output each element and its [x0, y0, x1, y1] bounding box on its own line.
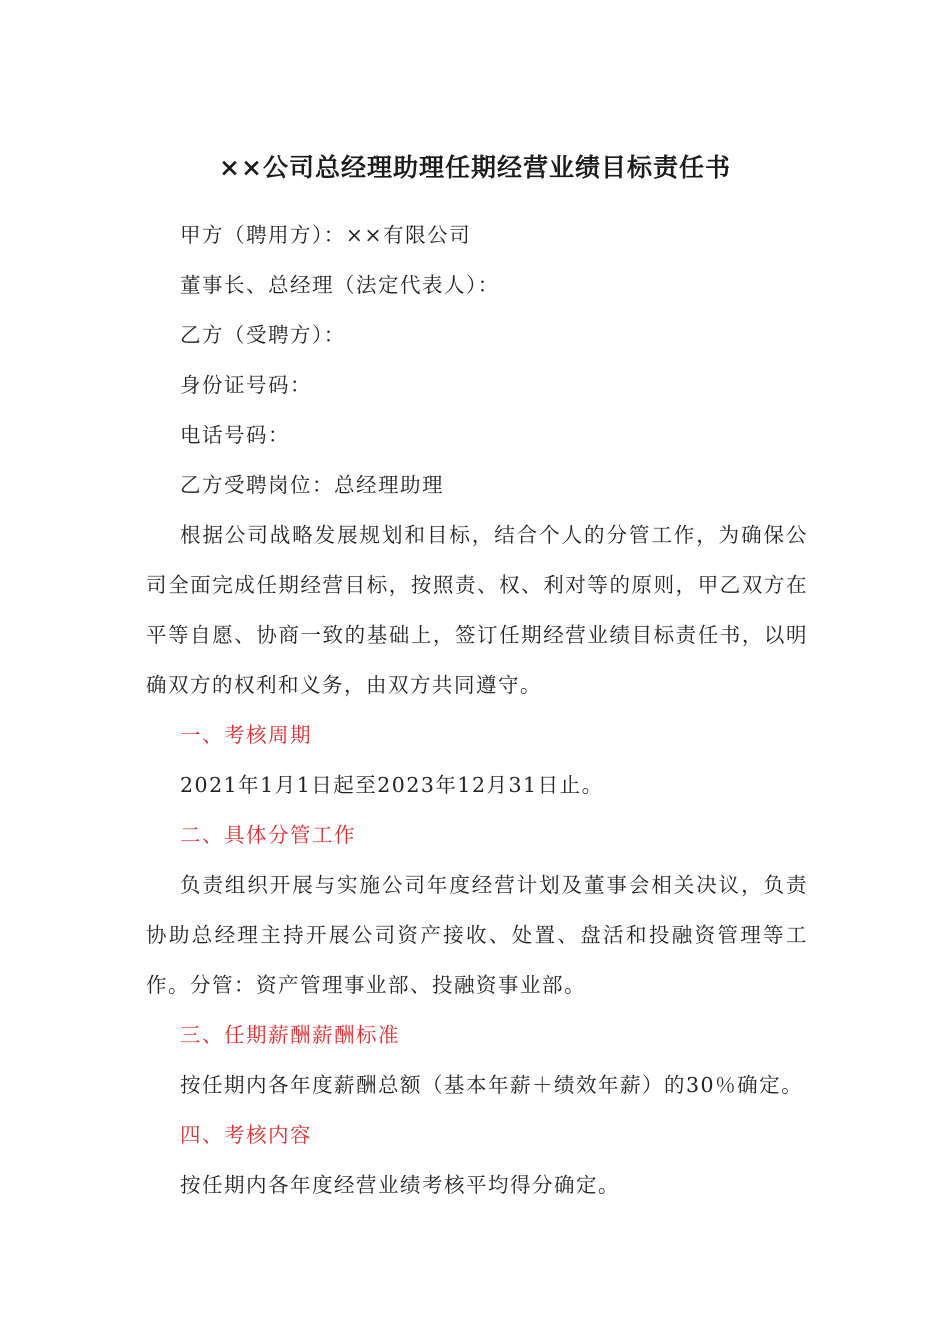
section-content-assessment-content: 按任期内各年度经营业绩考核平均得分确定。	[180, 1173, 620, 1197]
section-content-compensation: 按任期内各年度薪酬总额（基本年薪＋绩效年薪）的30％确定。	[180, 1073, 804, 1097]
section-heading-compensation: 三、任期薪酬薪酬标准	[180, 1023, 400, 1047]
party-b-line: 乙方（受聘方）：	[180, 323, 346, 347]
id-number-line: 身份证号码：	[180, 373, 312, 397]
party-a-line: 甲方（聘用方）：××有限公司	[180, 223, 472, 247]
phone-line: 电话号码：	[180, 423, 290, 447]
document-title: ××公司总经理助理任期经营业绩目标责任书	[219, 153, 731, 182]
section-heading-assessment-content: 四、考核内容	[180, 1123, 312, 1147]
section-content-review-period: 2021年1月1日起至2023年12月31日止。	[180, 773, 604, 797]
intro-paragraph: 根据公司战略发展规划和目标，结合个人的分管工作，为确保公司全面完成任期经营目标，按照责、权、利对等的原则，甲乙双方在平等自愿、协商一致的基础上，签订任期经营业绩目标责任书，以明确双方的权利和义务，由双方共同遵守。	[146, 523, 808, 697]
chairman-line: 董事长、总经理（法定代表人）：	[180, 273, 500, 297]
section-heading-responsibilities: 二、具体分管工作	[180, 823, 356, 847]
section-content-responsibilities: 负责组织开展与实施公司年度经营计划及董事会相关决议，负责协助总经理主持开展公司资产接收、处置、盘活和投融资管理等工作。分管：资产管理事业部、投融资事业部。	[146, 873, 808, 997]
section-heading-review-period: 一、考核周期	[180, 723, 312, 747]
position-line: 乙方受聘岗位：总经理助理	[180, 473, 444, 497]
document-body	[146, 210, 808, 1210]
